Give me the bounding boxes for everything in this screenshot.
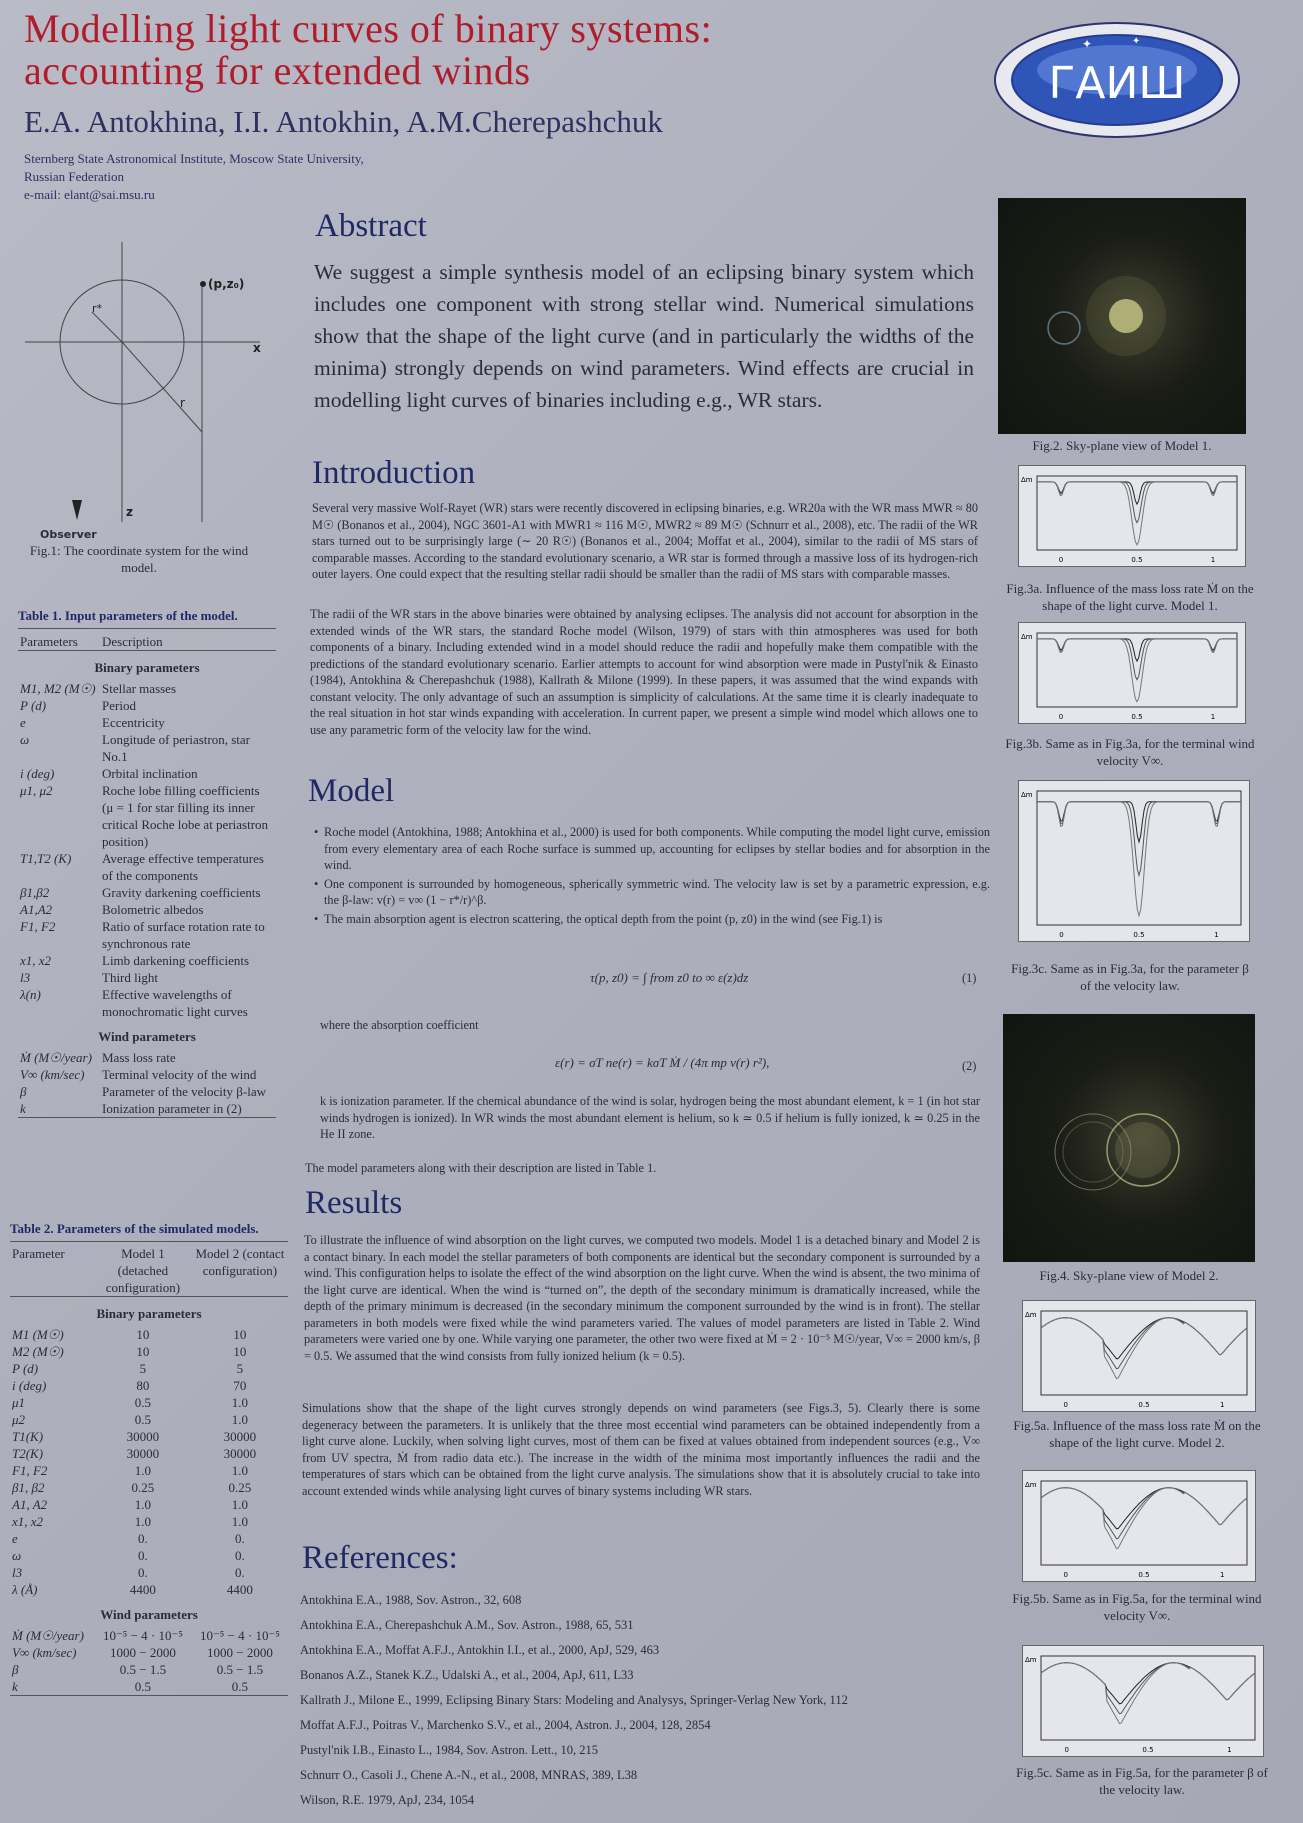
plot-frame xyxy=(1037,791,1241,925)
reference-item: Antokhina E.A., Cherepashchuk A.M., Sov. Astron., 1988, 65, 531 xyxy=(300,1618,634,1632)
param-value: 0.5 xyxy=(134,1412,152,1427)
table2-grid xyxy=(10,1241,288,1696)
plot-frame xyxy=(1041,1481,1247,1565)
tick-label: 1 xyxy=(1220,1401,1225,1409)
table-row xyxy=(18,765,276,782)
param-symbol: V∞ (km/sec) xyxy=(12,1645,77,1660)
param-symbol: A1,A2 xyxy=(20,902,53,917)
param-symbol: ω xyxy=(20,732,30,747)
param-symbol: M1 (M☉) xyxy=(12,1327,64,1342)
tick-label: 0 xyxy=(1063,1571,1068,1579)
tick-label: 1 xyxy=(1210,556,1216,564)
fig1-caption: Fig.1: The coordinate system for the wind model. xyxy=(29,543,249,575)
model-k-text: k is ionization parameter. If the chemical abundance of the wind is solar, hydrogen being the most abundant element, k = 1 (in hot star winds hydrogen is ionized). In WR winds the most abundant element is helium, so k ≃ 0.5 if helium is fully ionized, k ≃ 0.25 in the He II zone. xyxy=(320,1094,980,1141)
param-description: Gravity darkening coefficients xyxy=(102,885,261,900)
param-symbol: F1, F2 xyxy=(20,919,56,934)
param-value: 0.5 xyxy=(134,1395,152,1410)
param-symbol: i (deg) xyxy=(20,766,55,781)
fig5a-caption: Fig.5a. Influence of the mass loss rate Ṁ on the shape of the light curve. Model 2. xyxy=(1013,1418,1261,1450)
table-row xyxy=(10,1428,288,1445)
authors: E.A. Antokhina, I.I. Antokhin, A.M.Cherepashchuk xyxy=(24,104,663,139)
light-curve-series xyxy=(1041,1488,1247,1529)
param-symbol: x1, x2 xyxy=(12,1514,44,1529)
table-row xyxy=(10,1394,288,1411)
fig3a-plot xyxy=(1018,465,1246,567)
fig1-z-label: z xyxy=(126,505,133,519)
param-symbol: λ (Å) xyxy=(12,1582,38,1597)
param-value: 30000 xyxy=(126,1446,160,1461)
fig1-point-label: (p,z₀) xyxy=(208,277,245,291)
abstract-heading: Abstract xyxy=(315,208,427,244)
table-header-cell: Model 1 (detached configuration) xyxy=(94,1242,192,1297)
fig3b-caption: Fig.3b. Same as in Fig.3a, for the terminal wind velocity V∞. xyxy=(1005,736,1255,768)
affiliation xyxy=(24,150,364,204)
param-value: 0.5 − 1.5 xyxy=(119,1662,167,1677)
tick-label: 0.5 xyxy=(1131,713,1143,721)
param-symbol: Ṁ (M☉/year) xyxy=(12,1628,84,1643)
model-heading: Model xyxy=(308,773,395,809)
results-heading: Results xyxy=(305,1185,403,1221)
param-value: 5 xyxy=(139,1361,147,1376)
light-curve-series xyxy=(1041,1663,1255,1704)
table-row xyxy=(10,1564,288,1581)
param-description: Orbital inclination xyxy=(102,766,198,781)
table-row xyxy=(10,1445,288,1462)
tick-label: 0.5 xyxy=(1131,556,1143,564)
param-value: 1.0 xyxy=(134,1463,152,1478)
param-description: Roche lobe filling coefficients (μ = 1 for star filling its inner critical Roche lobe at periastron position) xyxy=(102,783,269,849)
abstract-text: We suggest a simple synthesis model of an eclipsing binary system which includes one component with strong stellar wind. Numerical simulations show that the shape of the light curve (and in particularly the widths of the minima) strongly depends on wind parameters. Wind effects are crucial in modelling light curves of binaries including e.g., WR stars. xyxy=(314,260,974,412)
param-symbol: F1, F2 xyxy=(12,1463,48,1478)
param-description: Bolometric albedos xyxy=(102,902,204,917)
fig3a-caption: Fig.3a. Influence of the mass loss rate Ṁ on the shape of the light curve. Model 1. xyxy=(1006,581,1254,613)
param-description: Effective wavelengths of monochromatic light curves xyxy=(102,987,248,1019)
axis-label: Δm xyxy=(1025,1311,1037,1319)
param-symbol: P (d) xyxy=(12,1361,39,1376)
param-description: Third light xyxy=(102,970,158,985)
table-row xyxy=(10,1496,288,1513)
equation-1-number: (1) xyxy=(962,971,977,985)
table-row xyxy=(18,697,276,714)
table-row xyxy=(10,1411,288,1428)
param-symbol: i (deg) xyxy=(12,1378,47,1393)
param-symbol: T1,T2 (K) xyxy=(20,851,72,866)
param-description: Ionization parameter in (2) xyxy=(102,1101,242,1116)
reference-item: Kallrath J., Milone E., 1999, Eclipsing Binary Stars: Modeling and Analysys, Springer-Verlag New York, 112 xyxy=(300,1693,848,1707)
param-value: 10⁻⁵ − 4 · 10⁻⁵ xyxy=(199,1628,280,1643)
param-description: Terminal velocity of the wind xyxy=(102,1067,257,1082)
reference-item: Wilson, R.E. 1979, ApJ, 234, 1054 xyxy=(300,1793,475,1807)
table-row xyxy=(18,731,276,765)
light-curve-series xyxy=(1037,802,1241,842)
svg-text:✦: ✦ xyxy=(1082,37,1093,51)
param-value: 0. xyxy=(235,1548,245,1563)
model-bullets xyxy=(312,824,990,929)
param-value: 0. xyxy=(235,1565,245,1580)
fig4-sky-plane xyxy=(1003,1014,1255,1262)
table2-header-row xyxy=(10,1242,288,1297)
introduction-p2: The radii of the WR stars in the above binaries were obtained by analysing eclipses. The analysis did not account for absorption in the extended winds of the WR stars, the standard Roche model (Wilson, 1979) of stars with thin atmospheres was used for both components of a binary. Including extended wind in a model should reduce the radii and hopefully make them compatible with the predictions of the standard evolutionary scenario. Earlier attempts to account for wind absorption were made in Pustyl'nik & Einasto (1984), Antokhina & Cherepashchuk (1988), Kallrath & Milone (1999). In these papers, it was assumed that the wind expands with constant velocity. The only advantage of such an assumption is simplicity of calculations. At the same time it is clearly inadequate to the real situation in hot star winds expanding with acceleration. In current paper, we present a simple wind model which allows one to use any parametric form of the velocity law for the wind. xyxy=(310,607,978,737)
table1-wind-heading: Wind parameters xyxy=(98,1029,196,1044)
param-value: 10 xyxy=(233,1327,247,1342)
results-p2: Simulations show that the shape of the light curves strongly depends on wind parameters (see Figs.3, 5). Clearly there is some degeneracy between the parameters. It is unlikely that the three most eccential wind parameters can be obtained independently from a light curve alone. Luckily, when solving light curves, most of them can be fixed at values obtained from independent sources (e.g., V∞ from UV spectra, Ṁ from radio data etc.). The increase in the width of the minima most importantly influences the radii and the temperatures of stars which can be obtained from the light curve analysis. The simulations show that it is absolutely crucial to take into account extended winds while analysing light curves of binary systems including WR stars. xyxy=(302,1401,980,1498)
plot-frame xyxy=(1037,633,1237,707)
affiliation-email: e-mail: elant@sai.msu.ru xyxy=(24,187,155,202)
affiliation-line-2: Russian Federation xyxy=(24,169,125,184)
table-row xyxy=(10,1530,288,1547)
tick-label: 0.5 xyxy=(1138,1571,1150,1579)
tick-label: 1 xyxy=(1214,931,1219,939)
table-row xyxy=(10,1326,288,1343)
tick-label: 1 xyxy=(1210,713,1216,721)
table1-grid xyxy=(18,628,276,1118)
param-symbol: V∞ (km/sec) xyxy=(20,1067,85,1082)
table-row xyxy=(18,969,276,986)
param-symbol: μ2 xyxy=(12,1412,26,1427)
param-description: Average effective temperatures of the components xyxy=(102,851,264,883)
table1-binary-heading: Binary parameters xyxy=(94,660,200,675)
param-symbol: P (d) xyxy=(20,698,47,713)
fig1-x-label: x xyxy=(253,341,261,355)
fig2-sky-plane xyxy=(998,198,1246,434)
table2-title: Table 2. Parameters of the simulated models. xyxy=(10,1221,259,1236)
table-row xyxy=(18,782,276,850)
table-row xyxy=(18,884,276,901)
param-value: 0.25 xyxy=(228,1480,252,1495)
sai-logo-icon xyxy=(992,20,1242,140)
table-row xyxy=(10,1360,288,1377)
table2-wind-heading: Wind parameters xyxy=(100,1607,198,1622)
fig1-r-label: r xyxy=(180,396,185,410)
model-table-text: The model parameters along with their description are listed in Table 1. xyxy=(305,1161,657,1175)
table-row xyxy=(10,1343,288,1360)
model-bullet: • The main absorption agent is electron scattering, the optical depth from the point (p, z0) in the wind (see Fig.1) is xyxy=(324,911,990,928)
param-value: 30000 xyxy=(223,1446,257,1461)
param-symbol: T2(K) xyxy=(12,1446,44,1461)
fig1-rstar-label: r* xyxy=(92,302,103,315)
equation-2-number: (2) xyxy=(962,1059,977,1073)
title-line-2: accounting for extended winds xyxy=(24,48,531,93)
reference-item: Bonanos A.Z., Stanek K.Z., Udalski A., et al., 2004, ApJ, 611, L33 xyxy=(300,1668,634,1682)
param-value: 1.0 xyxy=(134,1514,152,1529)
table-row xyxy=(10,1377,288,1394)
param-value: 10 xyxy=(136,1327,150,1342)
param-symbol: M2 (M☉) xyxy=(12,1344,64,1359)
table-row xyxy=(10,1661,288,1678)
axis-label: Δm xyxy=(1025,1481,1037,1489)
reference-item: Pustyl'nik I.B., Einasto L., 1984, Sov. Astron. Lett., 10, 215 xyxy=(300,1743,598,1757)
table-row xyxy=(10,1581,288,1598)
light-curve-series xyxy=(1037,639,1237,661)
param-symbol: β1,β2 xyxy=(20,885,50,900)
tick-label: 1 xyxy=(1227,1746,1232,1754)
axis-label: Δm xyxy=(1021,633,1033,641)
light-curve-series xyxy=(1041,1488,1247,1549)
table-row xyxy=(18,1066,276,1083)
param-symbol: e xyxy=(12,1531,18,1546)
table-row xyxy=(18,1083,276,1100)
logo-text: ГАИШ xyxy=(1048,58,1186,109)
model-bullet: • One component is surrounded by homogeneous, spherically symmetric wind. The velocity law is set by a parametric expression, e.g. the β-law: v(r) = v∞ (1 − r*/r)^β. xyxy=(324,876,990,909)
tick-label: 1 xyxy=(1220,1571,1225,1579)
param-value: 0.5 xyxy=(231,1679,249,1694)
param-value: 5 xyxy=(236,1361,244,1376)
param-value: 1.0 xyxy=(134,1497,152,1512)
table-row xyxy=(18,901,276,918)
param-value: 10 xyxy=(136,1344,150,1359)
param-value: 10⁻⁵ − 4 · 10⁻⁵ xyxy=(102,1628,183,1643)
equation-2: ε(r) = σT ne(r) = kσT Ṁ / (4π mp v(r) r²), xyxy=(555,1055,770,1070)
tick-label: 0 xyxy=(1063,1401,1068,1409)
param-symbol: β1, β2 xyxy=(12,1480,45,1495)
axis-label: Δm xyxy=(1025,1656,1037,1664)
param-value: 1.0 xyxy=(231,1463,249,1478)
table-row xyxy=(18,986,276,1020)
param-symbol: μ1, μ2 xyxy=(20,783,53,798)
table-row xyxy=(10,1513,288,1530)
light-curve-series xyxy=(1037,482,1237,545)
param-description: Eccentricity xyxy=(102,715,165,730)
param-symbol: ω xyxy=(12,1548,22,1563)
tick-label: 0 xyxy=(1064,1746,1069,1754)
fig5c-plot xyxy=(1022,1645,1264,1757)
param-description: Longitude of periastron, star No.1 xyxy=(102,732,251,764)
table-header-cell: Parameter xyxy=(10,1242,94,1297)
fig1-observer-label: Observer xyxy=(40,528,97,541)
param-symbol: β xyxy=(12,1662,19,1677)
light-curve-series xyxy=(1041,1318,1247,1379)
param-symbol: M1, M2 (M☉) xyxy=(20,681,96,696)
param-value: 0.5 − 1.5 xyxy=(216,1662,264,1677)
param-description: Parameter of the velocity β-law xyxy=(102,1084,266,1099)
param-value: 1.0 xyxy=(231,1412,249,1427)
results-p1: To illustrate the influence of wind absorption on the light curves, we computed two models. Model 1 is a detached binary and Model 2 is a contact binary. In each model the stellar parameters of both components are identical but the secondary component is surrounded by a wind. This configuration helps to isolate the effect of the wind absorption on the light curve. When the wind is absent, the two minima of the light curve are identical. When the wind is “turned on”, the depth of the secondary minimum is dramatically increased, while the depth of the primary minimum is decreased (in the secondary minimum the component surrounded by the wind is in front). The stellar parameters in both models were fixed while the wind parameters varied. The values of model parameters are listed in Table 2. Wind parameters were varied one by one. While varying one parameter, the other two were fixed at Ṁ = 2 · 10⁻⁵ M☉/year, V∞ = 2000 km/s, β = 0.5. We assumed that the wind consists from fully ionized helium (k = 0.5). xyxy=(304,1233,980,1363)
fig3c-plot xyxy=(1018,780,1250,942)
light-curve-series xyxy=(1037,802,1241,916)
reference-item: Moffat A.F.J., Poitras V., Marchenko S.V., et al., 2004, Astron. J., 2004, 128, 2854 xyxy=(300,1718,711,1732)
param-symbol: x1, x2 xyxy=(20,953,52,968)
fig2-caption: Fig.2. Sky-plane view of Model 1. xyxy=(1032,438,1212,453)
param-symbol: T1(K) xyxy=(12,1429,44,1444)
param-value: 0. xyxy=(235,1531,245,1546)
table2 xyxy=(10,1220,288,1696)
param-symbol: e xyxy=(20,715,26,730)
param-value: 1.0 xyxy=(231,1514,249,1529)
table-row xyxy=(10,1462,288,1479)
param-value: 0. xyxy=(138,1565,148,1580)
plot-frame xyxy=(1041,1311,1247,1395)
fig3c-caption: Fig.3c. Same as in Fig.3a, for the parameter β of the velocity law. xyxy=(1011,961,1249,993)
tick-label: 0.5 xyxy=(1142,1746,1154,1754)
affiliation-line-1: Sternberg State Astronomical Institute, Moscow State University, xyxy=(24,151,364,166)
tick-label: 0.5 xyxy=(1138,1401,1150,1409)
fig1-diagram xyxy=(20,232,280,522)
table-header-cell: Parameters xyxy=(18,629,100,651)
param-symbol: k xyxy=(12,1679,18,1694)
light-curve-series xyxy=(1037,802,1241,876)
table-row xyxy=(18,850,276,884)
svg-text:✦: ✦ xyxy=(1132,36,1141,47)
title-line-1: Modelling light curves of binary systems: xyxy=(24,6,713,51)
reference-item: Antokhina E.A., 1988, Sov. Astron., 32, 608 xyxy=(300,1593,522,1607)
equation-1: τ(p, z0) = ∫ from z0 to ∞ ε(z)dz xyxy=(590,970,749,985)
light-curve-series xyxy=(1041,1488,1247,1539)
light-curve-series xyxy=(1041,1318,1247,1369)
table-row xyxy=(10,1479,288,1496)
fig5b-caption: Fig.5b. Same as in Fig.5a, for the terminal wind velocity V∞. xyxy=(1012,1591,1262,1623)
param-value: 1.0 xyxy=(231,1395,249,1410)
param-symbol: k xyxy=(20,1101,26,1116)
axis-label: Δm xyxy=(1021,476,1033,484)
param-value: 0. xyxy=(138,1531,148,1546)
param-symbol: l3 xyxy=(20,970,31,985)
light-curve-series xyxy=(1037,639,1237,702)
param-value: 1000 − 2000 xyxy=(206,1645,273,1660)
table-row xyxy=(18,714,276,731)
table-row xyxy=(18,680,276,697)
reference-item: Schnurr O., Casoli J., Chene A.-N., et al., 2008, MNRAS, 389, L38 xyxy=(300,1768,638,1782)
tick-label: 0 xyxy=(1058,556,1064,564)
light-curve-series xyxy=(1041,1663,1255,1714)
model-where: where the absorption coefficient xyxy=(320,1018,479,1032)
table-header-cell: Model 2 (contact configuration) xyxy=(192,1242,288,1297)
param-symbol: β xyxy=(20,1084,27,1099)
reference-item: Antokhina E.A., Moffat A.F.J., Antokhin I.I., et al., 2000, ApJ, 529, 463 xyxy=(300,1643,660,1657)
tick-label: 0 xyxy=(1058,713,1064,721)
param-value: 1000 − 2000 xyxy=(109,1645,176,1660)
param-value: 4400 xyxy=(226,1582,253,1597)
fig3b-plot xyxy=(1018,622,1246,724)
poster-title xyxy=(24,8,984,92)
plot-frame xyxy=(1037,476,1237,550)
model-bullet: • Roche model (Antokhina, 1988; Antokhina et al., 2000) is used for both components. While computing the model light curve, emission from every elementary area of each Roche surface is summed up, accounting for eclipses by stellar bodies and for absorption in the wind. xyxy=(324,824,990,874)
light-curve-series xyxy=(1041,1663,1255,1724)
param-symbol: λ(n) xyxy=(20,987,41,1002)
param-value: 0.5 xyxy=(134,1679,152,1694)
plot-frame xyxy=(1041,1656,1255,1740)
tick-label: 0 xyxy=(1059,931,1064,939)
param-value: 30000 xyxy=(223,1429,257,1444)
light-curve-series xyxy=(1037,639,1237,680)
introduction-p1: Several very massive Wolf-Rayet (WR) stars were recently discovered in eclipsing binaries, e.g. WR20a with the WR mass MWR ≈ 80 M☉ (Bonanos et al., 2004), NGC 3601-A1 with MWR1 ≈ 116 M☉, MWR2 ≈ 89 M☉ (Schnurr et al., 2008), etc. The radii of the WR stars turned out to be surprisingly large (∼ 20 R☉) (Bonanos et al., 2004; Moffat et al., 2004), similar to the radii of MS stars of comparable masses. According to the standard evolutionary scenario, a WR star is formed through a massive loss of its hydrogen-rich outer layers. One could expect that the resulting stellar radii should be smaller than the radii of MS stars with comparable masses. xyxy=(312,501,978,581)
param-value: 30000 xyxy=(126,1429,160,1444)
light-curve-series xyxy=(1037,482,1237,504)
param-value: 0.25 xyxy=(131,1480,155,1495)
table-row xyxy=(10,1547,288,1564)
param-symbol: Ṁ (M☉/year) xyxy=(20,1050,92,1065)
fig5b-plot xyxy=(1022,1470,1256,1582)
param-value: 1.0 xyxy=(231,1497,249,1512)
param-value: 80 xyxy=(136,1378,150,1393)
fig5a-plot xyxy=(1022,1300,1256,1412)
table-row xyxy=(18,1049,276,1066)
table-header-cell: Description xyxy=(100,629,276,651)
table-row xyxy=(18,952,276,969)
table-row xyxy=(18,918,276,952)
table1-title: Table 1. Input parameters of the model. xyxy=(18,608,238,623)
param-value: 0. xyxy=(138,1548,148,1563)
param-value: 10 xyxy=(233,1344,247,1359)
tick-label: 0.5 xyxy=(1133,931,1145,939)
light-curve-series xyxy=(1037,482,1237,523)
param-symbol: l3 xyxy=(12,1565,23,1580)
param-description: Period xyxy=(102,698,136,713)
param-value: 4400 xyxy=(129,1582,156,1597)
param-value: 70 xyxy=(233,1378,247,1393)
table1 xyxy=(18,608,276,1118)
param-description: Stellar masses xyxy=(102,681,177,696)
param-description: Ratio of surface rotation rate to synchronous rate xyxy=(102,919,265,951)
param-symbol: A1, A2 xyxy=(12,1497,48,1512)
table-row xyxy=(10,1644,288,1661)
fig5c-caption: Fig.5c. Same as in Fig.5a, for the parameter β of the velocity law. xyxy=(1016,1765,1268,1797)
fig4-caption: Fig.4. Sky-plane view of Model 2. xyxy=(1039,1268,1219,1283)
light-curve-series xyxy=(1041,1318,1247,1359)
param-description: Mass loss rate xyxy=(102,1050,176,1065)
table2-binary-heading: Binary parameters xyxy=(96,1306,202,1321)
param-symbol: μ1 xyxy=(12,1395,26,1410)
introduction-heading: Introduction xyxy=(312,455,476,491)
table1-header-row xyxy=(18,629,276,651)
axis-label: Δm xyxy=(1021,791,1033,799)
references-heading: References: xyxy=(302,1540,458,1576)
param-description: Limb darkening coefficients xyxy=(102,953,250,968)
table-row xyxy=(10,1678,288,1696)
references-list xyxy=(300,1588,980,1813)
table-row xyxy=(10,1627,288,1644)
table-row xyxy=(18,1100,276,1118)
